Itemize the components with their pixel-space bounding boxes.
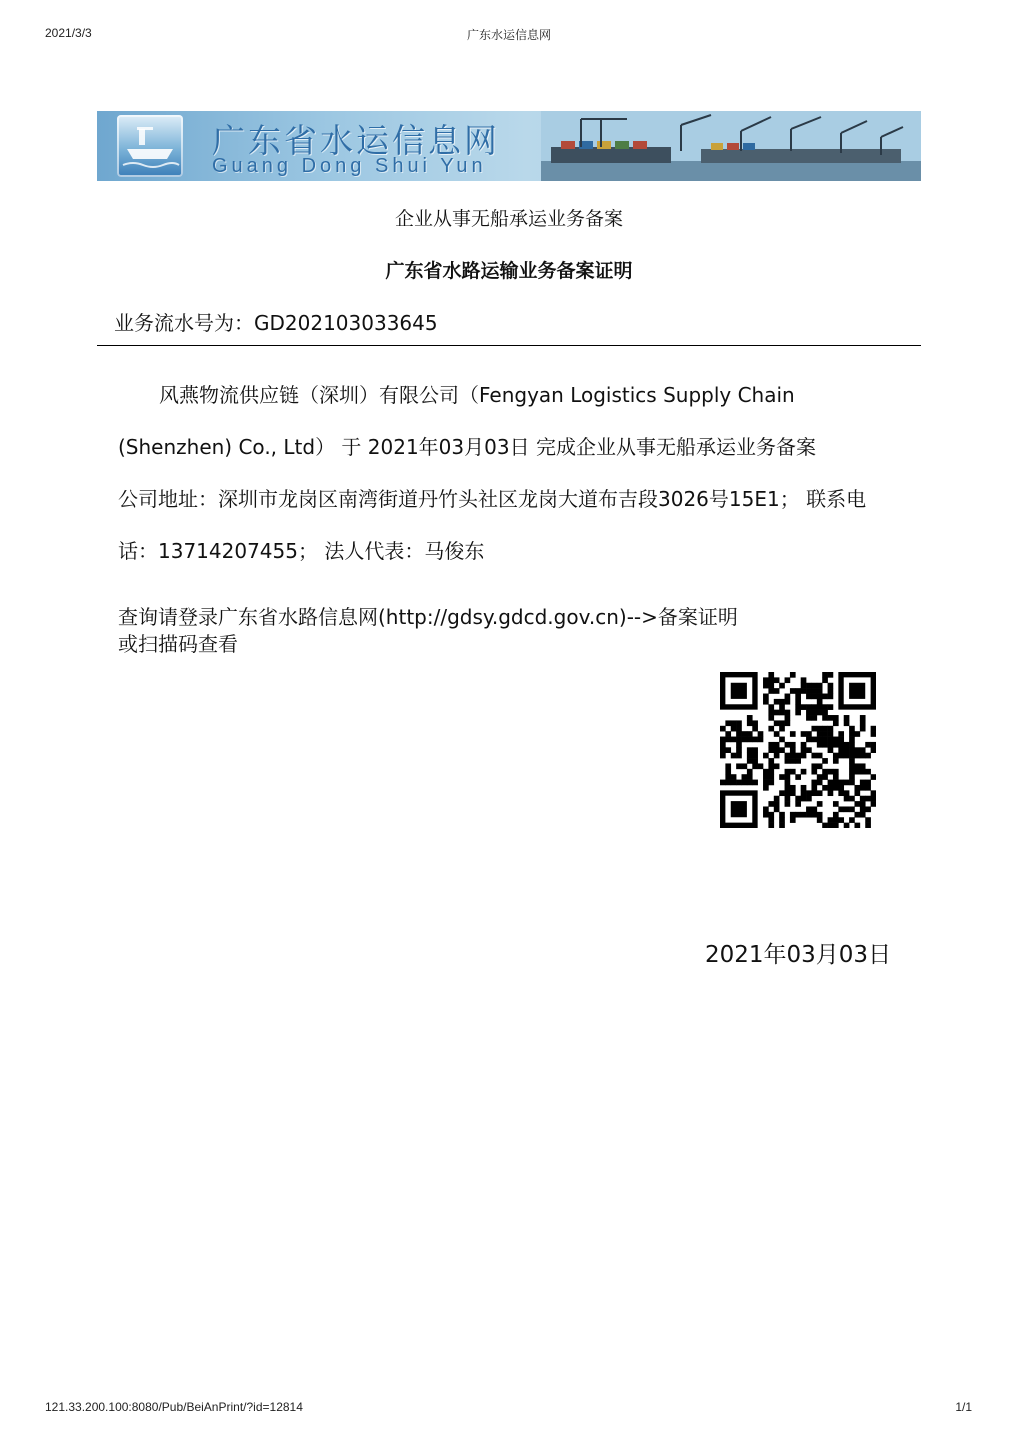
query-instruction: 查询请登录广东省水路信息网(http://gdsy.gdcd.gov.cn)-->备案证明 <box>118 605 738 629</box>
body-line-contact: 话：13714207455； 法人代表：马俊东 <box>118 539 485 563</box>
qr-code-icon <box>720 672 876 828</box>
site-banner <box>97 111 921 181</box>
print-url: 121.33.200.100:8080/Pub/BeiAnPrint/?id=12814 <box>45 1400 303 1414</box>
print-date: 2021/3/3 <box>45 26 92 40</box>
port-scene-image <box>541 111 921 181</box>
issue-date: 2021年03月03日 <box>705 942 892 968</box>
document-heading: 广东省水路运输业务备案证明 <box>385 260 633 282</box>
ship-emblem-icon <box>117 115 183 177</box>
page-number: 1/1 <box>955 1400 972 1414</box>
document-title: 企业从事无船承运业务备案 <box>394 208 623 230</box>
print-header <box>0 26 1018 42</box>
banner-subtitle: Guang Dong Shui Yun <box>212 155 487 177</box>
serial-label: 业务流水号为： <box>114 311 254 335</box>
body-line-company: 风燕物流供应链（深圳）有限公司（Fengyan Logistics Supply Chain <box>159 383 795 407</box>
serial-number-row <box>114 307 438 336</box>
print-site-name: 广东水运信息网 <box>466 28 551 42</box>
body-line-address: 公司地址：深圳市龙岗区南湾街道丹竹头社区龙岗大道布吉段3026号15E1； 联系电 <box>118 487 867 511</box>
print-footer <box>0 1400 1018 1416</box>
banner-title: 广东省水运信息网 <box>212 121 500 160</box>
serial-number: GD202103033645 <box>254 311 438 335</box>
divider-line <box>97 345 921 346</box>
query-scan-hint: 或扫描码查看 <box>118 632 238 656</box>
body-line-filing-date: (Shenzhen) Co., Ltd） 于 2021年03月03日 完成企业从事无船承运业务备案 <box>118 435 816 459</box>
